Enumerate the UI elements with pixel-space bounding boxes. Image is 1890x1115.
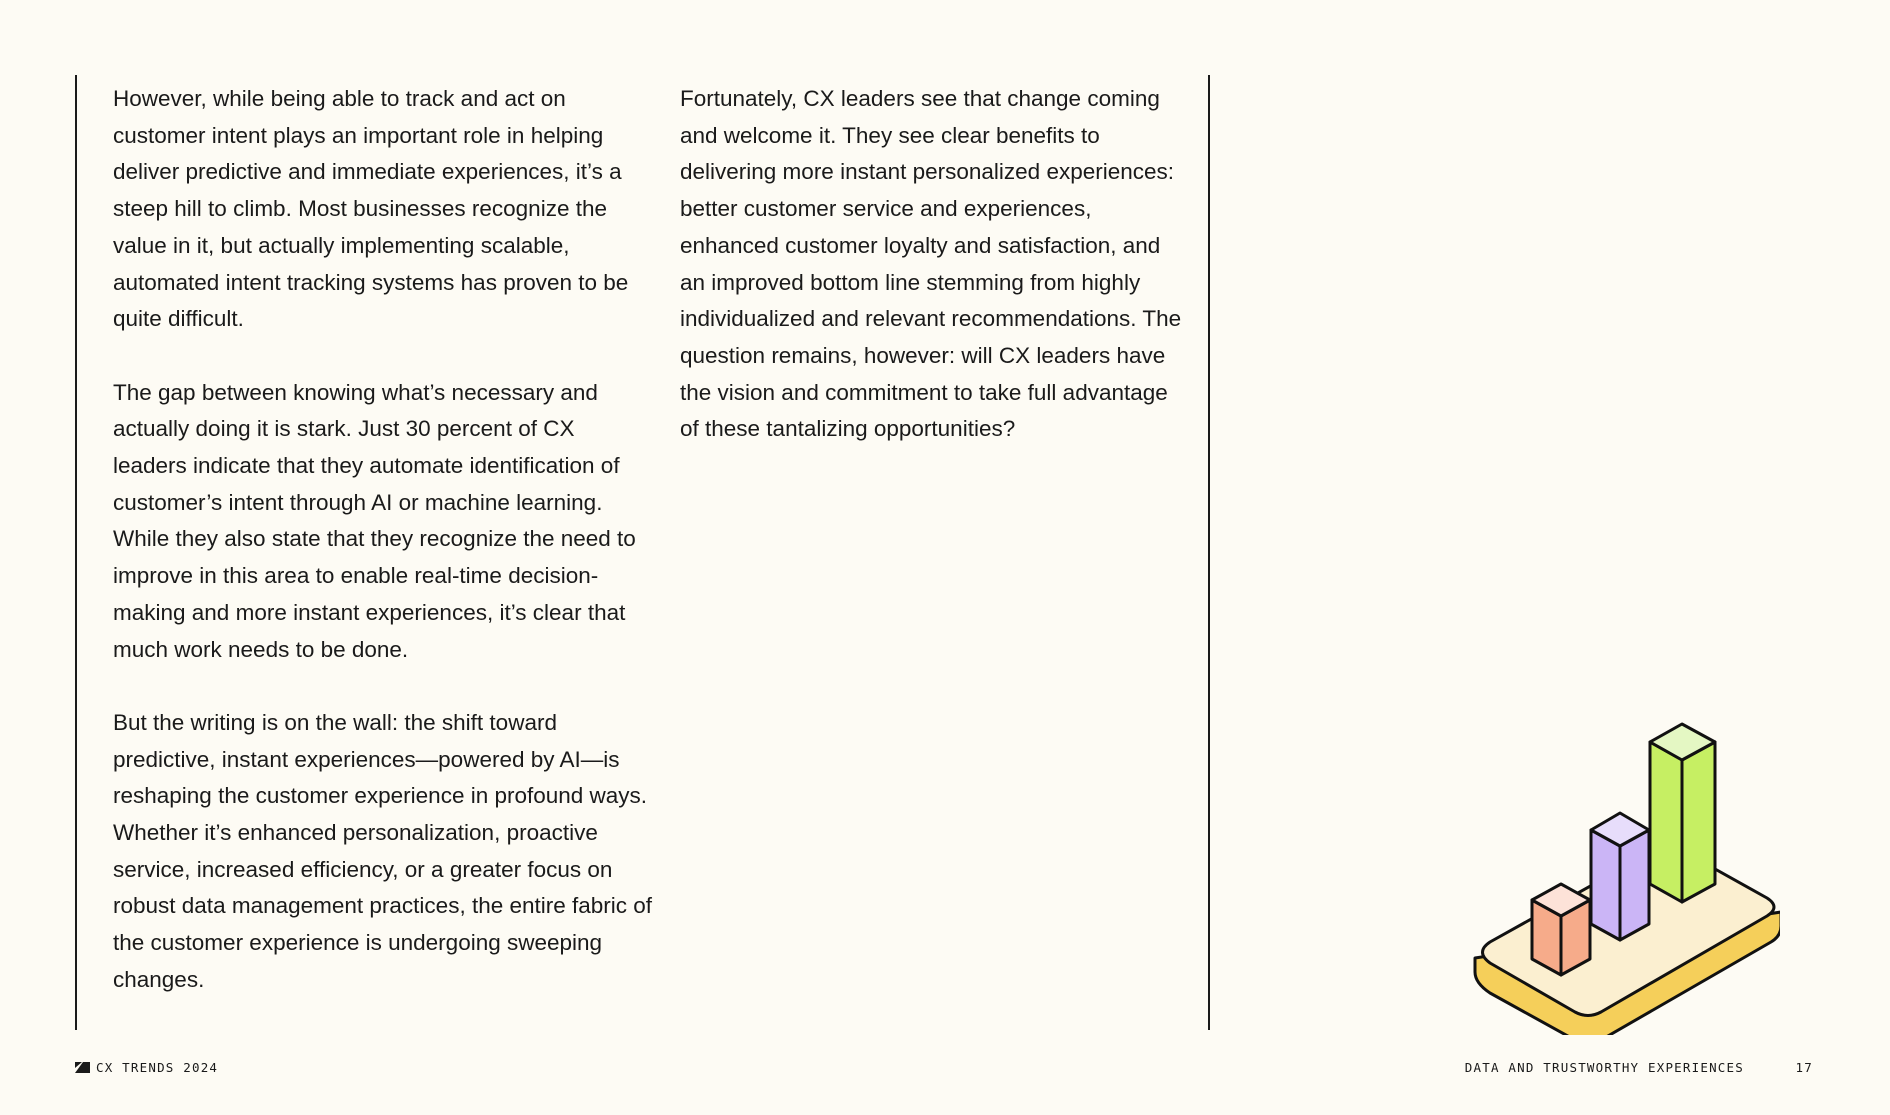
bar-tall-front (1650, 742, 1682, 902)
body-paragraph: The gap between knowing what’s necessary and actually doing it is stark. Just 30 percent of CX leaders indicate that they automate identification of customer’s intent through AI or machine learning. While they also state that they recognize the need to improve in this area to enable real-time decision-making and more instant experiences, it’s clear that much work needs to be done. (113, 379, 636, 662)
body-paragraph: But the writing is on the wall: the shift toward predictive, instant experiences—powered by AI—is reshaping the customer experience in profound ways. Whether it’s enhanced personalization, proactive service, increased efficiency, or a greater focus on robust data management practices, the entire fabric of the customer experience is undergoing sweeping changes. (113, 709, 653, 992)
report-title: CX TRENDS 2024 (96, 1060, 219, 1075)
body-column-left (113, 81, 653, 999)
bar-medium-side (1620, 830, 1649, 940)
bar-medium-front (1591, 830, 1620, 940)
zendesk-logo-icon (75, 1062, 90, 1073)
footer-brand (75, 1060, 218, 1075)
body-column-right (680, 81, 1190, 448)
bar-tall-side (1682, 742, 1715, 902)
page-number: 17 (1795, 1060, 1813, 1075)
right-column-rule (1208, 75, 1210, 1030)
section-title: DATA AND TRUSTWORTHY EXPERIENCES (1464, 1060, 1744, 1075)
body-paragraph: However, while being able to track and act on customer intent plays an important role in helping deliver predictive and immediate experiences, it’s a steep hill to climb. Most businesses recognize the value in it, but actually implementing scalable, automated intent tracking systems has proven to be quite difficult. (113, 86, 629, 332)
bar-chart-platform-icon (1455, 710, 1780, 1035)
body-paragraph: Fortunately, CX leaders see that change coming and welcome it. They see clear benefits to delivering more instant personalized experiences: better customer service and experiences, enhanced customer loyalty and satisfaction, and an improved bottom line stemming from highly individualized and relevant recommendations. The question remains, however: will CX leaders have the vision and commitment to take full advantage of these tantalizing opportunities? (680, 86, 1182, 442)
left-column-rule (75, 75, 77, 1030)
